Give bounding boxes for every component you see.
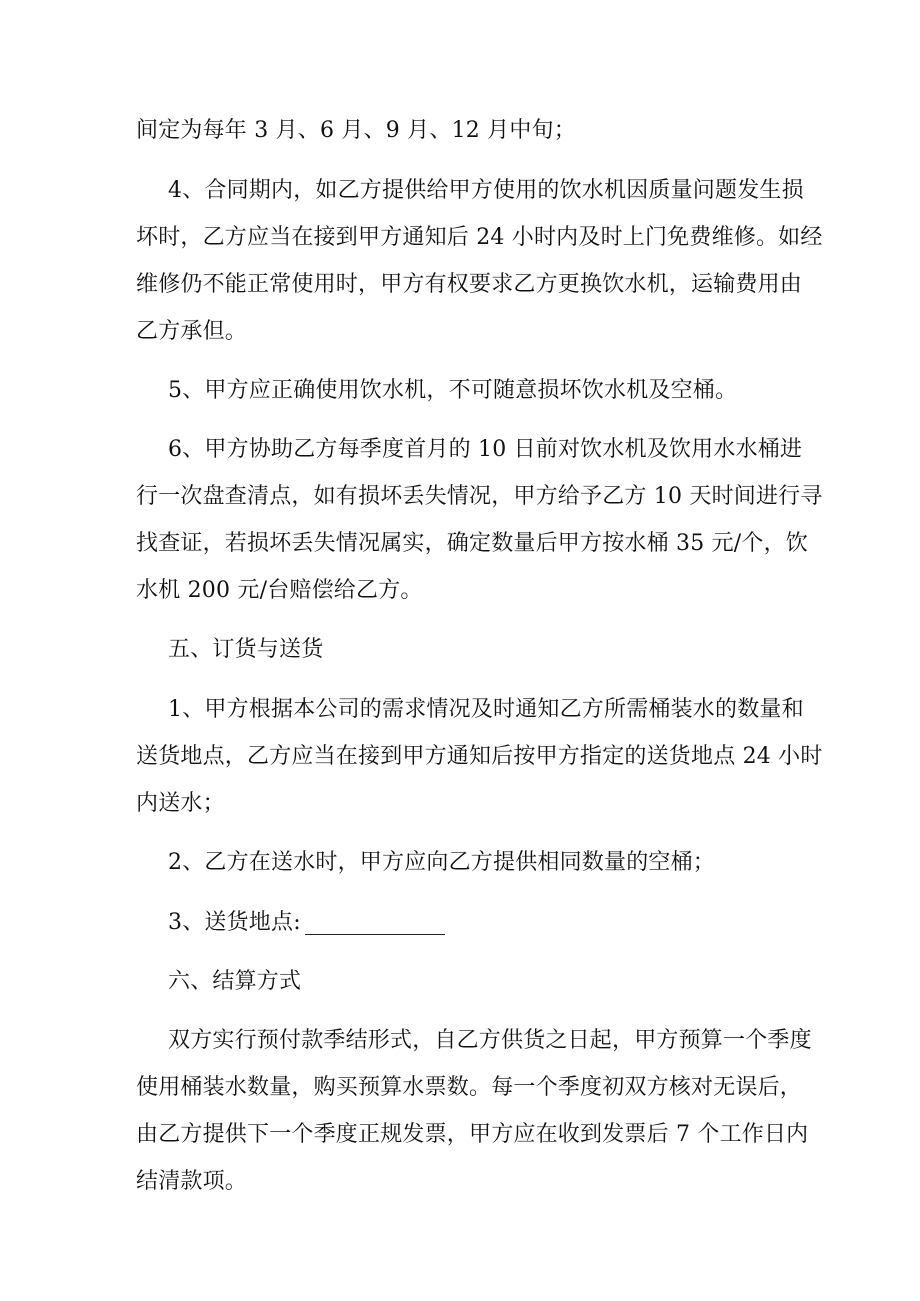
clause-6-line: 6、甲方协助乙方每季度首月的 10 日前对饮水机及饮用水水桶进 (168, 437, 803, 462)
text-line: 找查证，若损坏丢失情况属实，确定数量后甲方按水桶 35 元/个，饮 (136, 531, 808, 556)
text-line: 乙方承但。 (136, 319, 248, 344)
section-5-heading: 五、订货与送货 (168, 637, 324, 662)
clause-5-2-line: 2、乙方在送水时，甲方应向乙方提供相同数量的空桶； (168, 850, 715, 875)
section-6-heading: 六、结算方式 (168, 969, 302, 994)
text-line: 结清款项。 (136, 1169, 248, 1194)
delivery-address-blank (305, 908, 445, 935)
text-line: 行一次盘查清点，如有损坏丢失情况，甲方给予乙方 10 天时间进行寻 (136, 484, 823, 509)
text-line: 使用桶装水数量，购买预算水票数。每一个季度初双方核对无误后， (136, 1075, 803, 1100)
text-line: 水机 200 元/台赔偿给乙方。 (136, 578, 423, 603)
text-line: 内送水； (136, 791, 225, 816)
clause-5-line: 5、甲方应正确使用饮水机，不可随意损坏饮水机及空桶。 (168, 378, 738, 403)
clause-5-3-line (168, 903, 828, 943)
delivery-address-label: 3、送货地点: (168, 910, 301, 935)
text-line: 维修仍不能正常使用时，甲方有权要求乙方更换饮水机，运输费用由 (136, 272, 803, 297)
text-line: 送货地点，乙方应当在接到甲方通知后按甲方指定的送货地点 24 小时 (136, 744, 823, 769)
text-line: 由乙方提供下一个季度正规发票，甲方应在收到发票后 7 个工作日内 (136, 1122, 809, 1147)
clause-4-line: 4、合同期内，如乙方提供给甲方使用的饮水机因质量问题发生损 (168, 178, 804, 203)
clause-5-1-line: 1、甲方根据本公司的需求情况及时通知乙方所需桶装水的数量和 (168, 697, 804, 722)
text-line: 间定为每年 3 月、6 月、9 月、12 月中旬； (136, 118, 576, 143)
settlement-paragraph-line: 双方实行预付款季结形式，自乙方供货之日起，甲方预算一个季度 (168, 1028, 812, 1053)
text-line: 坏时，乙方应当在接到甲方通知后 24 小时内及时上门免费维修。如经 (136, 225, 823, 250)
